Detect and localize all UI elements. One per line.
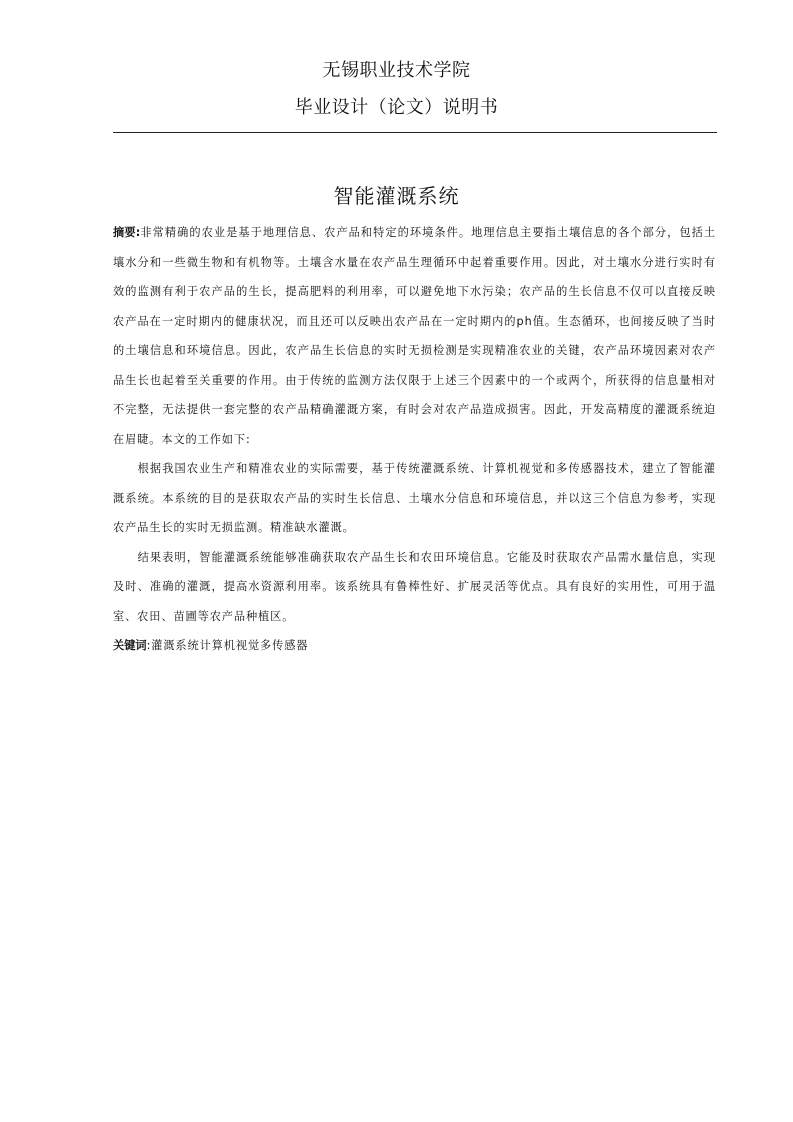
abstract-paragraph-1 bbox=[113, 218, 716, 454]
abstract-section bbox=[113, 218, 716, 661]
paper-title: 智能灌溉系统 bbox=[333, 184, 460, 208]
abstract-label: 摘要: bbox=[113, 226, 141, 239]
keywords-line bbox=[113, 631, 716, 661]
keywords-text: :灌溉系统计算机视觉多传感器 bbox=[146, 639, 309, 652]
school-name: 无锡职业技术学院 bbox=[322, 60, 471, 81]
abstract-paragraph-2: 根据我国农业生产和精准农业的实际需要，基于传统灌溉系统、计算机视觉和多传感器技术，建立了智能灌溉系统。本系统的目的是获取农产品的实时生长信息、土壤水分信息和环境信息，并以这三个信息为参考，实现农产品生长的实时无损监测。精准缺水灌溉。 bbox=[113, 462, 716, 534]
document-type: 毕业设计（论文）说明书 bbox=[294, 97, 499, 118]
abstract-paragraph-3: 结果表明，智能灌溉系统能够准确获取农产品生长和农田环境信息。它能及时获取农产品需水量信息，实现及时、准确的灌溉，提高水资源利用率。该系统具有鲁棒性好、扩展灵活等优点。具有良好的实用性，可用于温室、农田、苗圃等农产品种植区。 bbox=[113, 550, 716, 623]
keywords-label: 关键词 bbox=[113, 639, 147, 652]
abstract-text: 非常精确的农业是基于地理信息、农产品和特定的环境条件。地理信息主要指土壤信息的各个部分，包括土壤水分和一些微生物和有机物等。土壤含水量在农产品生理循环中起着重要作用。因此，对土壤水分进行实时有效的监测有利于农产品的生长，提高肥料的利用率，可以避免地下水污染；农产品的生长信息不仅可以直接反映农产品在一定时期内的健康状况，而且还可以反映出农产品在一定时期内的ph值。生态循环，也间接反映了当时的土壤信息和环境信息。因此，农产品生长信息的实时无损检测是实现精准农业的关键，农产品环境因素对农产品生长也起着至关重要的作用。由于传统的监测方法仅限于上述三个因素中的一个或两个，所获得的信息量相对不完整，无法提供一套完整的农产品精确灌溉方案，有时会对农产品造成损害。因此，开发高精度的灌溉系统迫在眉睫。本文的工作如下: bbox=[113, 226, 716, 446]
header-divider bbox=[113, 132, 717, 133]
